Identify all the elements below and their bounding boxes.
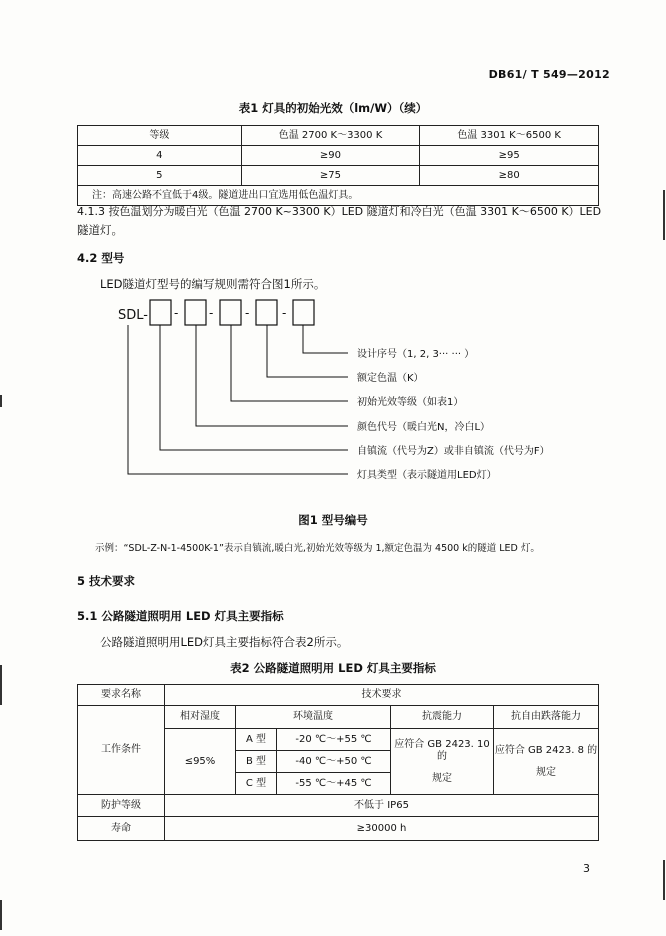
table1-header-grade: 等级 — [78, 126, 242, 146]
connector-color-temp — [267, 325, 348, 377]
page-number: 3 — [583, 862, 590, 875]
section-5-1-intro: 公路隧道照明用LED灯具主要指标符合表2所示。 — [100, 635, 349, 649]
table2-life-value: ≥30000 h — [165, 817, 599, 841]
connector-design-seq — [303, 325, 348, 353]
table2-subheader-row — [78, 706, 599, 729]
table1-cell: ≥80 — [420, 166, 599, 186]
table2-protection-label: 防护等级 — [78, 795, 165, 817]
label-efficacy-grade: 初始光效等级（如表1） — [357, 397, 464, 408]
table2 — [77, 684, 599, 841]
table1-header-cool: 色温 3301 K～6500 K — [420, 126, 599, 146]
section-4-2-intro: LED隧道灯型号的编写规则需符合图1所示。 — [100, 277, 326, 291]
para-4-1-3-line1: 4.1.3 按色温划分为暖白光（色温 2700 K~3300 K）LED 隧道灯和冷白光（色温 3301 K～6500 K）LED — [77, 205, 602, 218]
table2-temp-type: C 型 — [236, 773, 277, 795]
figure1-caption: 图1 型号编号 — [298, 513, 368, 527]
table2-sub-drop: 抗自由跌落能力 — [494, 706, 599, 729]
section-5-heading: 5 技术要求 — [77, 574, 136, 588]
figure1-example: 示例：“SDL-Z-N-1-4500K-1”表示自镇流,暖白光,初始光效等级为 1,额定色温为 4500 k的隧道 LED 灯。 — [95, 543, 540, 554]
table2-temp-type: A 型 — [236, 729, 277, 751]
label-lamp-type: 灯具类型（表示隧道用LED灯） — [357, 470, 497, 481]
table2-temp-range: -40 ℃～+50 ℃ — [277, 751, 391, 773]
standard-code-header: DB61/ T 549—2012 — [488, 68, 610, 81]
separator: - — [282, 306, 287, 320]
table1-header-warm: 色温 2700 K～3300 K — [241, 126, 420, 146]
table2-life-label: 寿命 — [78, 817, 165, 841]
table1-header-row — [78, 126, 599, 146]
table2-col-req-name: 要求名称 — [78, 685, 165, 706]
figure1-prefix: SDL- — [118, 308, 148, 323]
code-box-1 — [150, 300, 171, 325]
table2-vibration-value — [391, 729, 494, 795]
table1-note: 注：高速公路不宜低于4级。隧道进出口宜选用低色温灯具。 — [78, 186, 599, 206]
table-row — [78, 817, 599, 841]
table2-sub-humidity: 相对湿度 — [165, 706, 236, 729]
model-number-diagram — [0, 295, 666, 495]
separator: - — [245, 306, 250, 320]
table1-cell: 4 — [78, 146, 242, 166]
table2-temp-type: B 型 — [236, 751, 277, 773]
scan-edge-mark — [663, 190, 665, 240]
table1 — [77, 125, 599, 206]
table2-drop-line1: 应符合 GB 2423. 8 的 — [494, 744, 598, 756]
scan-edge-mark — [0, 665, 2, 705]
table2-caption: 表2 公路隧道照明用 LED 灯具主要指标 — [230, 661, 436, 675]
separator: - — [174, 306, 179, 320]
table2-drop-value — [494, 729, 599, 795]
table2-protection-value: 不低于 IP65 — [165, 795, 599, 817]
scan-edge-mark — [663, 860, 665, 900]
connector-ballast — [160, 325, 348, 450]
connector-color-code — [196, 325, 348, 426]
table2-col-tech-req: 技术要求 — [165, 685, 599, 706]
table2-sub-vibration: 抗震能力 — [391, 706, 494, 729]
separator: - — [209, 306, 214, 320]
table1-cell: 5 — [78, 166, 242, 186]
connector-efficacy — [231, 325, 348, 401]
table2-vibration-line1: 应符合 GB 2423. 10 的 — [394, 738, 490, 762]
scan-edge-mark — [0, 900, 2, 930]
label-color-code: 颜色代号（暖白光N，冷白L） — [357, 422, 491, 433]
table1-cell: ≥95 — [420, 146, 599, 166]
section-5-1-heading: 5.1 公路隧道照明用 LED 灯具主要指标 — [77, 609, 284, 623]
table2-work-cond: 工作条件 — [78, 706, 165, 795]
code-box-2 — [185, 300, 206, 325]
table2-temp-range: -20 ℃～+55 ℃ — [277, 729, 391, 751]
table-row — [78, 166, 599, 186]
scan-edge-mark — [0, 395, 2, 407]
table2-humidity-value: ≤95% — [165, 729, 236, 795]
label-color-temp: 额定色温（K） — [357, 373, 424, 384]
label-design-seq: 设计序号（1, 2, 3··· ··· ） — [357, 349, 475, 360]
table2-drop-line2: 规定 — [536, 766, 556, 778]
code-box-5 — [293, 300, 314, 325]
table1-cell: ≥90 — [241, 146, 420, 166]
section-4-2-heading: 4.2 型号 — [77, 251, 125, 265]
table1-caption: 表1 灯具的初始光效（lm/W）（续） — [238, 101, 428, 115]
table2-header-row — [78, 685, 599, 706]
table1-cell: ≥75 — [241, 166, 420, 186]
table-row — [78, 795, 599, 817]
table-row — [78, 146, 599, 166]
code-box-4 — [256, 300, 277, 325]
table2-temp-range: -55 ℃～+45 ℃ — [277, 773, 391, 795]
code-box-3 — [220, 300, 241, 325]
table2-vibration-line2: 规定 — [432, 772, 452, 784]
connector-lamp-type — [128, 325, 348, 474]
para-4-1-3-line2: 隧道灯。 — [77, 223, 123, 237]
table2-sub-env-temp: 环境温度 — [236, 706, 391, 729]
label-ballast: 自镇流（代号为Z）或非自镇流（代号为F） — [357, 446, 550, 457]
